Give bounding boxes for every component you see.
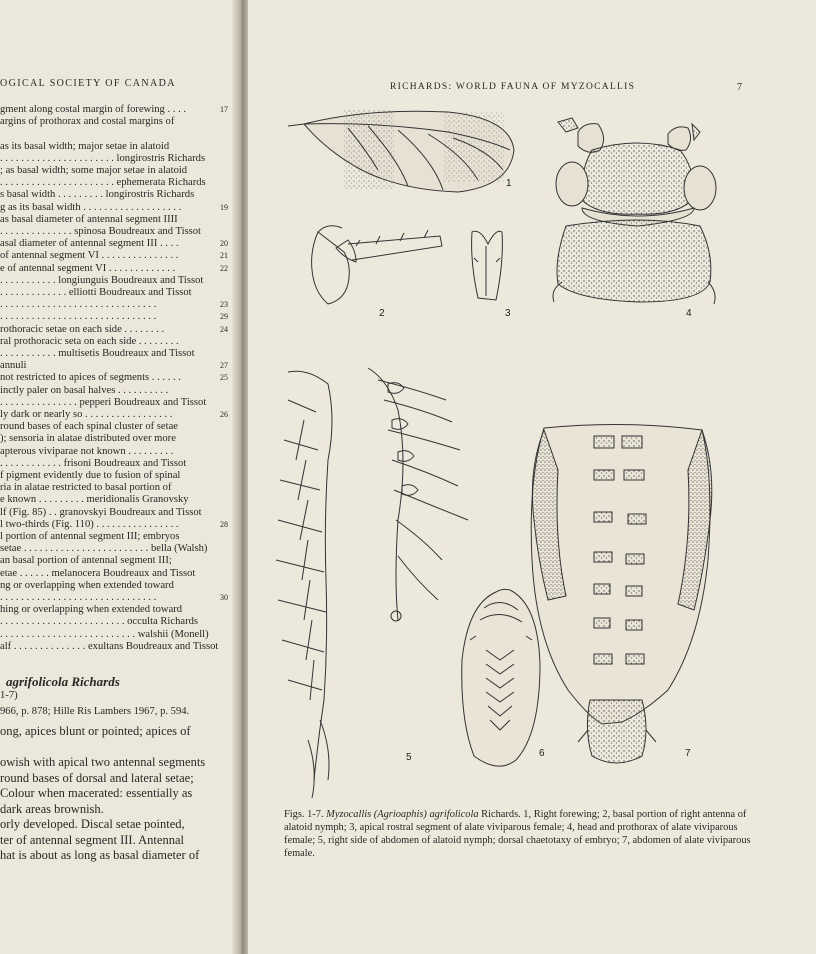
- key-line-text: . . . . . . . . . . . . . . spinosa Boudreaux and Tissot: [0, 226, 201, 237]
- left-running-head: OGICAL SOCIETY OF CANADA: [0, 78, 176, 89]
- description-line: ong, apices blunt or pointed; apices of: [0, 724, 191, 738]
- description-line: orly developed. Discal setae pointed,: [0, 817, 185, 831]
- key-line: [0, 482, 232, 494]
- fig2-antenna-base: [312, 226, 442, 304]
- key-line: [0, 348, 232, 360]
- key-line-text: apterous viviparae not known . . . . . . . . .: [0, 445, 174, 457]
- key-line: [0, 385, 232, 397]
- key-line: [0, 263, 232, 275]
- fig-label-7: 7: [685, 748, 691, 759]
- key-line-text: argins of prothorax and costal margins of: [0, 116, 175, 128]
- key-line-text: annuli: [0, 360, 27, 372]
- key-line-text: . . . . . . . . . . . . frisoni Boudreaux and Tissot: [0, 457, 187, 469]
- key-line: [0, 568, 232, 580]
- key-line-text: e of antennal segment VI . . . . . . . . . . . . .: [0, 262, 176, 274]
- page-number: 7: [737, 82, 742, 93]
- fig-label-2: 2: [379, 308, 385, 319]
- key-line: [0, 287, 232, 299]
- key-line-text: . . . . . . . . . . . . . . . . . . . . . . . . . . . . . .: [0, 299, 157, 311]
- key-line-text: ral prothoracic seta on each side . . . . . . . .: [0, 335, 179, 347]
- key-line-number: 23: [220, 300, 228, 310]
- key-line-text: . . . . . . . . . . . . . . . . . . . . . . . . . . . . . .: [0, 592, 157, 603]
- key-line: [0, 141, 232, 153]
- key-line-number: 17: [220, 105, 228, 114]
- key-line-number: 26: [220, 410, 228, 419]
- key-line: [0, 238, 232, 250]
- key-line: [0, 165, 232, 177]
- key-line-text: . . . . . . . . . . . multisetis Boudreaux and Tissot: [0, 348, 195, 359]
- key-line-text: round bases of each spinal cluster of setae: [0, 421, 178, 433]
- caption-species: Myzocallis (Agrioaphis) agrifolicola: [326, 809, 479, 820]
- key-line: [0, 604, 232, 616]
- key-line-text: setae . . . . . . . . . . . . . . . . . . . . . . . . bella (Walsh): [0, 543, 208, 555]
- key-line-number: 28: [220, 519, 228, 529]
- key-line: [0, 275, 232, 287]
- key-line-text: s basal width . . . . . . . . . longirostris Richards: [0, 189, 195, 201]
- description-line: ter of antennal segment III. Antennal: [0, 832, 184, 847]
- key-line-text: rothoracic setae on each side . . . . . . . .: [0, 323, 165, 335]
- key-line: [0, 470, 232, 482]
- key-line: [0, 519, 232, 531]
- key-line: [0, 360, 232, 372]
- fig5-abdomen-side: [276, 368, 468, 798]
- key-line-text: l two-thirds (Fig. 110) . . . . . . . . . . . . . . . .: [0, 518, 179, 530]
- key-line: [0, 372, 232, 384]
- right-page: [248, 0, 816, 954]
- key-line-number: 21: [220, 251, 228, 261]
- key-line: [0, 177, 232, 189]
- citation: 966, p. 878; Hille Ris Lambers 1967, p. 594.: [0, 706, 190, 717]
- key-line: [0, 189, 232, 201]
- key-line-text: hing or overlapping when extended toward: [0, 604, 183, 616]
- species-heading: agrifolicola Richards: [6, 674, 120, 689]
- description-line: hat is about as long as basal diameter of: [0, 848, 200, 862]
- key-line: [0, 250, 232, 262]
- key-line-text: ly dark or nearly so . . . . . . . . . . . . . . . . .: [0, 409, 173, 420]
- key-line: [0, 531, 232, 543]
- description-line: round bases of dorsal and lateral setae;: [0, 770, 194, 785]
- key-line-text: . . . . . . . . . . . . . . . . . . . . . . . . occulta Richards: [0, 616, 199, 628]
- key-line: [0, 397, 232, 409]
- caption-text: Richards. 1, Right forewing; 2, basal portion of right antenna of alatoid nymph; 3, apical rostral segment of alate viviparous female; 4, head and prothorax of alate viviparous female; 5, right side of abdomen of alatoid nymph; dorsal chaetotaxy of embryo; 7, abdomen of alate viviparous female.: [284, 809, 751, 859]
- key-line-text: . . . . . . . . . . . . . . . . . . . . . . longirostris Richards: [0, 152, 206, 164]
- description-line: owish with apical two antennal segments: [0, 755, 206, 769]
- key-line: [0, 507, 232, 519]
- key-line-text: inctly paler on basal halves . . . . . . . . . .: [0, 384, 169, 396]
- key-line: [0, 299, 232, 311]
- key-line-number: 29: [220, 312, 228, 322]
- key-line-text: asal diameter of antennal segment III . . . .: [0, 238, 179, 250]
- caption-prefix: Figs. 1-7.: [284, 809, 324, 820]
- key-line: [0, 324, 232, 336]
- key-line: [0, 311, 232, 323]
- fig-label-1: 1: [506, 178, 512, 189]
- fig3-rostral-segment: [472, 231, 503, 300]
- left-page: [0, 0, 240, 954]
- key-line-number: 20: [220, 239, 228, 249]
- key-line: [0, 336, 232, 348]
- key-line: [0, 446, 232, 458]
- key-line: [0, 202, 232, 214]
- key-line-text: etae . . . . . . melanocera Boudreaux and Tissot: [0, 567, 196, 579]
- key-line: [0, 153, 232, 165]
- key-line-text: an basal portion of antennal segment III;: [0, 555, 172, 567]
- key-line-text: f pigment evidently due to fusion of spinal: [0, 470, 181, 481]
- key-line-text: alf . . . . . . . . . . . . . . exultans Boudreaux and Tissot: [0, 640, 219, 652]
- key-line: [0, 555, 232, 567]
- key-line: [0, 433, 232, 445]
- key-line-text: . . . . . . . . . . . . . elliotti Boudreaux and Tissot: [0, 287, 192, 298]
- key-line-text: as its basal width; major setae in alatoid: [0, 140, 170, 152]
- key-line-text: . . . . . . . . . . . longiunguis Boudreaux and Tissot: [0, 274, 204, 286]
- key-line-number: 25: [220, 373, 228, 383]
- key-line: [0, 616, 232, 628]
- key-line-number: 22: [220, 263, 228, 273]
- key-line-text: ; as basal width; some major setae in alatoid: [0, 165, 188, 176]
- key-line: [0, 543, 232, 555]
- fig6-embryo: [462, 589, 540, 766]
- key-line-text: ng or overlapping when extended toward: [0, 579, 174, 591]
- key-line-text: gment along costal margin of forewing . . . .: [0, 104, 187, 115]
- key-line-text: of antennal segment VI . . . . . . . . . . . . . . .: [0, 250, 179, 262]
- fig-label-4: 4: [686, 308, 692, 319]
- key-line-text: e known . . . . . . . . . meridionalis Granovsky: [0, 494, 189, 506]
- fig7-abdomen-alate: [531, 424, 712, 763]
- key-line: [0, 214, 232, 226]
- key-line: [0, 104, 232, 116]
- key-line-text: not restricted to apices of segments . . . . . .: [0, 372, 181, 384]
- fig1-forewing: [288, 110, 514, 192]
- figure-reference: 1-7): [0, 690, 18, 701]
- key-line: [0, 226, 232, 238]
- key-line-text: l portion of antennal segment III; embryos: [0, 531, 180, 542]
- fig-label-3: 3: [505, 308, 511, 319]
- key-line: [0, 641, 232, 653]
- key-line-text: . . . . . . . . . . . . . . . pepperi Boudreaux and Tissot: [0, 396, 207, 408]
- key-line: [0, 629, 232, 641]
- figure-caption: [284, 808, 754, 860]
- fig4-head-prothorax: [553, 118, 716, 304]
- key-line: [0, 458, 232, 470]
- description-line: Colour when macerated: essentially as: [0, 786, 193, 800]
- key-line: [0, 494, 232, 506]
- key-line-text: g as its basal width . . . . . . . . . . . . . . . . . . .: [0, 201, 182, 213]
- key-line-text: ria in alatae restricted to basal portion of: [0, 482, 172, 494]
- key-line-number: 30: [220, 593, 228, 602]
- key-line: [0, 409, 232, 421]
- key-line-text: as basal diameter of antennal segment IIII: [0, 213, 178, 225]
- key-line-text: . . . . . . . . . . . . . . . . . . . . . . . . . . . . . .: [0, 311, 157, 323]
- key-line: [0, 592, 232, 604]
- key-line-text: . . . . . . . . . . . . . . . . . . . . . . . . . . walshii (Monell): [0, 628, 209, 640]
- key-line-text: ); sensoria in alatae distributed over more: [0, 433, 176, 445]
- key-line-number: 27: [220, 361, 228, 371]
- key-line-number: 24: [220, 324, 228, 334]
- key-line-text: . . . . . . . . . . . . . . . . . . . . . . ephemerata Richards: [0, 177, 206, 189]
- key-line-number: 19: [220, 202, 228, 212]
- description-line: dark areas brownish.: [0, 801, 104, 816]
- fig-label-5: 5: [406, 752, 412, 763]
- fig-label-6: 6: [539, 748, 545, 759]
- key-line: [0, 116, 232, 128]
- key-line: [0, 580, 232, 592]
- key-line: [0, 421, 232, 433]
- key-line-text: lf (Fig. 85) . . granovskyi Boudreaux and Tissot: [0, 506, 202, 518]
- right-running-head: RICHARDS: WORLD FAUNA OF MYZOCALLIS: [390, 82, 636, 92]
